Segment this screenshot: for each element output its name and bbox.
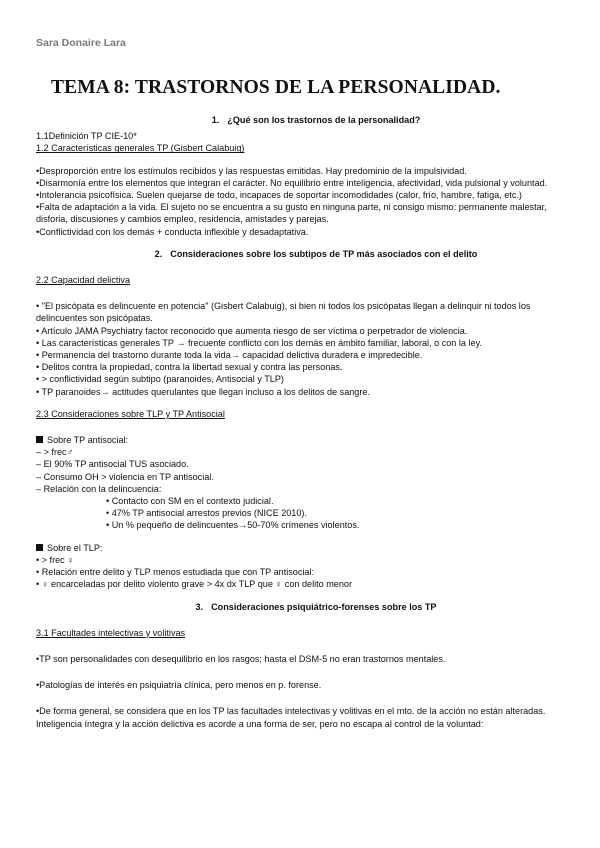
list-item: • ♀ encarceladas por delito violento grave > 4x dx TLP que ♀ con delito menor xyxy=(36,579,353,590)
section-3-heading-text: Consideraciones psiquiátrico-forenses sobre los TP xyxy=(211,601,437,612)
document-title: TEMA 8: TRASTORNOS DE LA PERSONALIDAD. xyxy=(51,77,501,98)
subheading-faculties: 3.1 Facultades intelectivas y volitivas xyxy=(36,627,186,638)
list-item: • Artículo JAMA Psychiatry factor reconocido que aumenta riesgo de ser víctima o perpetrador de violencia. xyxy=(36,325,468,336)
subheading-characteristics: 1.2 Características generales TP (Gisbert Calabuig) xyxy=(36,143,245,154)
list-item: • > conflictividad según subtipo (paranoides, Antisocial y TLP) xyxy=(36,374,284,385)
subheading-tlp-antisocial: 2.3 Consideraciones sobre TLP y TP Antisocial xyxy=(36,408,225,419)
section-1-number: 1. xyxy=(211,115,220,125)
list-item: • > frec ♀ xyxy=(36,554,75,565)
subheading-capacity: 2.2 Capacidad delictiva xyxy=(36,275,131,286)
list-item: • Las características generales TP → frecuente conflicto con los demás en ámbito familiar, laboral, o con la ley. xyxy=(36,337,482,348)
list-item: •Falta de adaptación a la vida. El sujeto no se encuentra a su gusto en ninguna parte, ni consigo mismo: permanente malestar, disforia, discusiones y cambios empleo, residencia, amistades y parejas. xyxy=(36,202,547,225)
antisocial-title xyxy=(36,434,566,446)
list-item: •Disarmonía entre los elementos que integran el carácter. No equilibrio entre inteligencia, afectividad, vida pulsional y voluntad. xyxy=(36,177,548,188)
square-bullet-icon xyxy=(36,544,43,551)
list-item: • Relación entre delito y TLP menos estudiada que con TP antisocial: xyxy=(36,567,315,578)
list-item: •Intolerancia psicofísica. Suelen quejarse de todo, incapaces de soportar incomodidades (calor, frío, hambre, fatiga, etc.) xyxy=(36,190,522,201)
list-item: – Consumo OH > violencia en TP antisocial. xyxy=(36,471,214,482)
list-item: • "El psicópata es delincuente en potencia" (Gisbert Calabuig), si bien ni todos los psicópatas llegan a delinquir ni todos los delincuentes son psicópatas. xyxy=(36,301,531,324)
section-2-heading-text: Consideraciones sobre los subtipos de TP más asociados con el delito xyxy=(170,248,478,259)
definition-line: 1.1Definición TP CIE-10* xyxy=(36,131,137,142)
document-body xyxy=(36,114,566,730)
list-item: – El 90% TP antisocial TUS asociado. xyxy=(36,459,189,470)
tlp-title-text: Sobre el TLP: xyxy=(47,542,103,553)
list-item: – > frec♂ xyxy=(36,447,74,458)
section-1-heading xyxy=(66,114,566,126)
section-2-heading xyxy=(66,248,566,260)
list-item: •Desproporción entre los estímulos recibidos y las respuestas emitidas. Hay predominio de la impulsividad. xyxy=(36,165,467,176)
list-item: • 47% TP antisocial arrestos previos (NICE 2010). xyxy=(106,508,307,519)
list-item: – Relación con la delincuencia: xyxy=(36,483,162,494)
section-2-number: 2. xyxy=(154,248,163,259)
paragraph: •Patologías de interés en psiquiatría clínica, pero menos en p. forense. xyxy=(36,680,322,691)
section-3-number: 3. xyxy=(195,601,204,612)
list-item: • Permanencia del trastorno durante toda la vida→ capacidad delictiva duradera e impredecible. xyxy=(36,350,423,361)
list-item: •Conflictividad con los demás + conducta inflexible y desadaptativa. xyxy=(36,226,309,237)
section-3-heading xyxy=(66,601,566,613)
list-item: • TP paranoides→ actitudes querulantes que llegan incluso a los delitos de sangre. xyxy=(36,386,370,397)
section-1-heading-text: ¿Qué son los trastornos de la personalidad? xyxy=(227,115,421,125)
square-bullet-icon xyxy=(36,436,43,443)
list-item: • Un % pequeño de delincuentes→50-70% crímenes violentos. xyxy=(106,520,360,531)
list-item: • Contacto con SM en el contexto judicial. xyxy=(106,496,274,507)
paragraph: •De forma general, se considera que en los TP las facultades intelectivas y volitivas en el mto. de la acción no están alteradas. Inteligencia íntegra y la acción delictiva es acorde a una forma de ser, pero no escapa al control de la voluntad: xyxy=(36,706,546,729)
author-name: Sara Donaire Lara xyxy=(36,37,126,49)
paragraph: •TP son personalidades con desequilibrio en los rasgos; hasta el DSM-5 no eran trastornos mentales. xyxy=(36,653,446,664)
antisocial-title-text: Sobre TP antisocial: xyxy=(47,435,129,446)
list-item: • Delitos contra la propiedad, contra la libertad sexual y contra las personas. xyxy=(36,362,343,373)
tlp-title xyxy=(36,542,566,554)
